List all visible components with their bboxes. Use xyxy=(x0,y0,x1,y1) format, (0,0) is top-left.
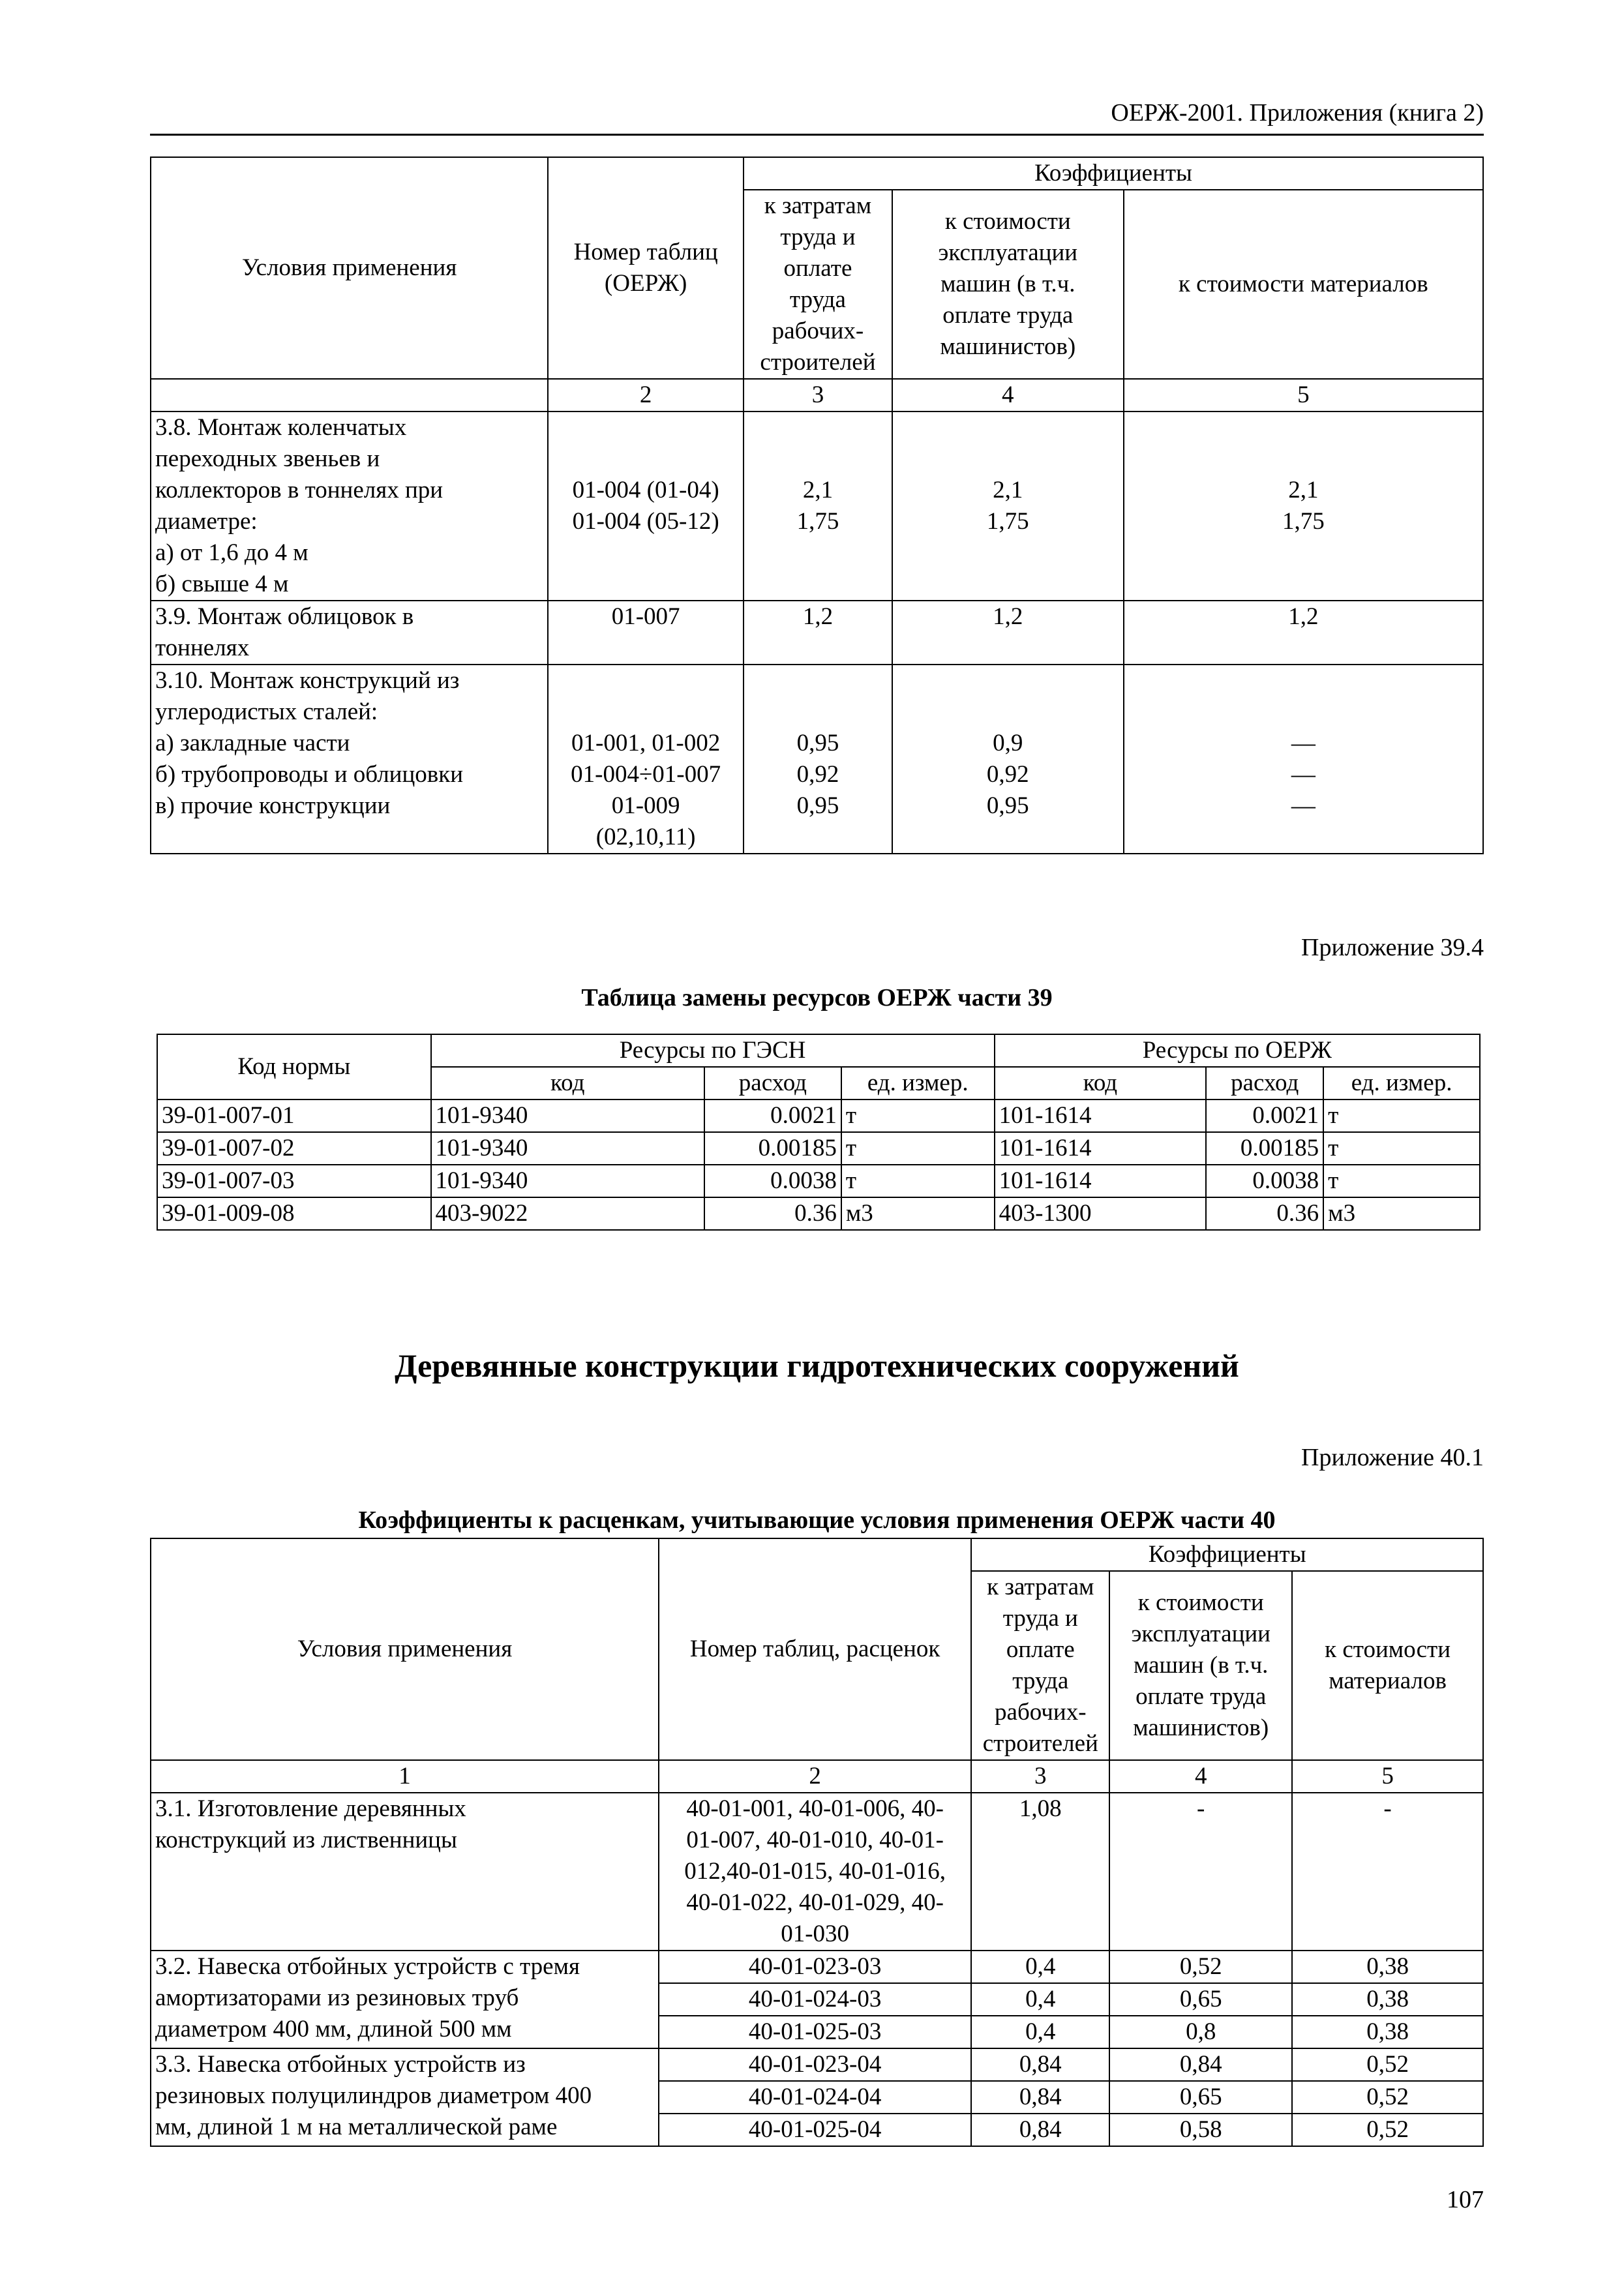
cell-labor: 0,84 xyxy=(971,2081,1109,2114)
cell-materials: 0,52 xyxy=(1292,2081,1483,2114)
cell-materials: 0,38 xyxy=(1292,1983,1483,2016)
cell-labor: 0,4 xyxy=(971,1951,1109,1983)
cell-table-no: 40-01-023-03 xyxy=(659,1951,971,1983)
cell: т xyxy=(1323,1100,1480,1132)
cell-labor: 2,1 1,75 xyxy=(744,411,892,601)
th-oerzh: Ресурсы по ОЕРЖ xyxy=(995,1034,1480,1067)
cell: т xyxy=(841,1165,995,1197)
colnum xyxy=(151,379,548,411)
cell-labor: 0,4 xyxy=(971,2016,1109,2048)
th-sub: код xyxy=(995,1067,1207,1100)
cell-conditions: 3.1. Изготовление деревянных конструкций из лиственницы xyxy=(151,1793,659,1951)
colnum: 3 xyxy=(971,1760,1109,1793)
th-sub: расход xyxy=(704,1067,841,1100)
th-labor: к затратам труда и оплате труда рабочих- строителей xyxy=(744,190,892,379)
cell-materials: 2,1 1,75 xyxy=(1124,411,1483,601)
th-materials: к стоимости материалов xyxy=(1124,190,1483,379)
page-number: 107 xyxy=(1447,2186,1484,2213)
coefficients-table-40 xyxy=(150,1538,1484,2147)
th-coefficients: Коэффициенты xyxy=(744,157,1483,190)
th-conditions: Условия применения xyxy=(151,1538,659,1760)
cell-labor: 0,84 xyxy=(971,2048,1109,2081)
cell: м3 xyxy=(841,1197,995,1230)
th-sub: ед. измер. xyxy=(1323,1067,1480,1100)
cell-conditions: 3.3. Навеска отбойных устройств из резиновых полуцилиндров диаметром 400 мм, длиной 1 м на металлической раме xyxy=(151,2048,659,2146)
cell-conditions: 3.10. Монтаж конструкций из углеродистых сталей: а) закладные части б) трубопроводы и облицовки в) прочие конструкции xyxy=(151,665,548,854)
cell: 403-9022 xyxy=(431,1197,704,1230)
colnum: 3 xyxy=(744,379,892,411)
colnum: 4 xyxy=(1109,1760,1292,1793)
appendix-39-4-title: Таблица замены ресурсов ОЕРЖ части 39 xyxy=(581,984,1053,1011)
table-row xyxy=(151,1793,1483,1951)
cell: 0.0038 xyxy=(1206,1165,1323,1197)
colnum: 1 xyxy=(151,1760,659,1793)
th-coefficients: Коэффициенты xyxy=(971,1538,1483,1571)
cell-labor: 0,84 xyxy=(971,2114,1109,2146)
cell: 39-01-009-08 xyxy=(157,1197,431,1230)
th-machines: к стоимости эксплуатации машин (в т.ч. оплате труда машинистов) xyxy=(1109,1571,1292,1760)
cell-machines: 1,2 xyxy=(892,601,1124,665)
table-row xyxy=(157,1165,1480,1197)
cell-materials: 0,52 xyxy=(1292,2048,1483,2081)
cell: 0.36 xyxy=(1206,1197,1323,1230)
th-labor: к затратам труда и оплате труда рабочих- строителей xyxy=(971,1571,1109,1760)
cell: 39-01-007-01 xyxy=(157,1100,431,1132)
colnum: 2 xyxy=(659,1760,971,1793)
cell-machines: 0,8 xyxy=(1109,2016,1292,2048)
table-row xyxy=(157,1197,1480,1230)
cell: 0.00185 xyxy=(704,1132,841,1165)
cell: т xyxy=(841,1132,995,1165)
cell: 101-9340 xyxy=(431,1132,704,1165)
cell-machines: 2,1 1,75 xyxy=(892,411,1124,601)
cell-table-no: 40-01-025-03 xyxy=(659,2016,971,2048)
cell-table-no: 40-01-025-04 xyxy=(659,2114,971,2146)
cell: 101-9340 xyxy=(431,1165,704,1197)
table-row xyxy=(151,411,1483,601)
colnum-row xyxy=(151,1760,1483,1793)
cell: 0.00185 xyxy=(1206,1132,1323,1165)
table-row xyxy=(157,1100,1480,1132)
cell: т xyxy=(841,1100,995,1132)
th-conditions: Условия применения xyxy=(151,157,548,379)
colnum-row xyxy=(151,379,1483,411)
th-gesn: Ресурсы по ГЭСН xyxy=(431,1034,995,1067)
cell: т xyxy=(1323,1165,1480,1197)
cell-machines: 0,9 0,92 0,95 xyxy=(892,665,1124,854)
cell-materials: 0,52 xyxy=(1292,2114,1483,2146)
colnum: 5 xyxy=(1124,379,1483,411)
cell: 0.36 xyxy=(704,1197,841,1230)
coefficients-table-38 xyxy=(150,157,1484,854)
cell-materials: — — — xyxy=(1124,665,1483,854)
cell-materials: 0,38 xyxy=(1292,2016,1483,2048)
cell: 0.0038 xyxy=(704,1165,841,1197)
cell: 39-01-007-03 xyxy=(157,1165,431,1197)
cell: 101-1614 xyxy=(995,1100,1207,1132)
cell: 101-1614 xyxy=(995,1132,1207,1165)
cell-labor: 1,08 xyxy=(971,1793,1109,1951)
cell-table-no: 40-01-024-03 xyxy=(659,1983,971,2016)
table-row xyxy=(151,2048,1483,2081)
cell: 101-9340 xyxy=(431,1100,704,1132)
cell-table-no: 01-007 xyxy=(548,601,744,665)
cell-machines: 0,65 xyxy=(1109,1983,1292,2016)
cell: м3 xyxy=(1323,1197,1480,1230)
cell-labor: 1,2 xyxy=(744,601,892,665)
cell-conditions: 3.9. Монтаж облицовок в тоннелях xyxy=(151,601,548,665)
th-code: Код нормы xyxy=(157,1034,431,1100)
cell: 403-1300 xyxy=(995,1197,1207,1230)
cell-labor: 0,4 xyxy=(971,1983,1109,2016)
cell-materials: 0,38 xyxy=(1292,1951,1483,1983)
table-row xyxy=(151,601,1483,665)
th-materials: к стоимости материалов xyxy=(1292,1571,1483,1760)
cell: 39-01-007-02 xyxy=(157,1132,431,1165)
table-row xyxy=(157,1132,1480,1165)
colnum: 2 xyxy=(548,379,744,411)
cell: 0.0021 xyxy=(704,1100,841,1132)
resource-replacement-table xyxy=(157,1034,1481,1231)
cell-table-no: 40-01-024-04 xyxy=(659,2081,971,2114)
cell: т xyxy=(1323,1132,1480,1165)
th-sub: расход xyxy=(1206,1067,1323,1100)
cell-conditions: 3.8. Монтаж коленчатых переходных звеньев и коллекторов в тоннелях при диаметре: а) от 1,6 до 4 м б) свыше 4 м xyxy=(151,411,548,601)
cell-table-no: 01-004 (01-04) 01-004 (05-12) xyxy=(548,411,744,601)
th-table-no: Номер таблиц, расценок xyxy=(659,1538,971,1760)
header-rule xyxy=(150,134,1484,136)
colnum: 4 xyxy=(892,379,1124,411)
cell-machines: 0,84 xyxy=(1109,2048,1292,2081)
cell-conditions: 3.2. Навеска отбойных устройств с тремя амортизаторами из резиновых труб диаметром 400 мм, длиной 500 мм xyxy=(151,1951,659,2048)
cell: 101-1614 xyxy=(995,1165,1207,1197)
cell-table-no: 01-001, 01-002 01-004÷01-007 01-009 (02,10,11) xyxy=(548,665,744,854)
running-header: ОЕРЖ-2001. Приложения (книга 2) xyxy=(1111,99,1484,127)
cell: 0.0021 xyxy=(1206,1100,1323,1132)
cell-labor: 0,95 0,92 0,95 xyxy=(744,665,892,854)
cell-machines: 0,58 xyxy=(1109,2114,1292,2146)
cell-materials: - xyxy=(1292,1793,1483,1951)
appendix-40-1-title: Коэффициенты к расценкам, учитывающие условия применения ОЕРЖ части 40 xyxy=(358,1506,1276,1534)
th-sub: ед. измер. xyxy=(841,1067,995,1100)
cell-machines: 0,52 xyxy=(1109,1951,1292,1983)
table-row xyxy=(151,1951,1483,1983)
cell-table-no: 40-01-001, 40-01-006, 40- 01-007, 40-01-010, 40-01- 012,40-01-015, 40-01-016, 40-01-022, 40-01-029, 40- 01-030 xyxy=(659,1793,971,1951)
th-machines: к стоимости эксплуатации машин (в т.ч. оплате труда машинистов) xyxy=(892,190,1124,379)
cell-table-no: 40-01-023-04 xyxy=(659,2048,971,2081)
table-row xyxy=(151,665,1483,854)
appendix-40-1-label: Приложение 40.1 xyxy=(1301,1444,1484,1471)
cell-machines: 0,65 xyxy=(1109,2081,1292,2114)
th-sub: код xyxy=(431,1067,704,1100)
th-table-no: Номер таблиц (ОЕРЖ) xyxy=(548,157,744,379)
cell-materials: 1,2 xyxy=(1124,601,1483,665)
appendix-39-4-label: Приложение 39.4 xyxy=(1301,934,1484,961)
colnum: 5 xyxy=(1292,1760,1483,1793)
cell-machines: - xyxy=(1109,1793,1292,1951)
section-title: Деревянные конструкции гидротехнических сооружений xyxy=(395,1347,1239,1384)
